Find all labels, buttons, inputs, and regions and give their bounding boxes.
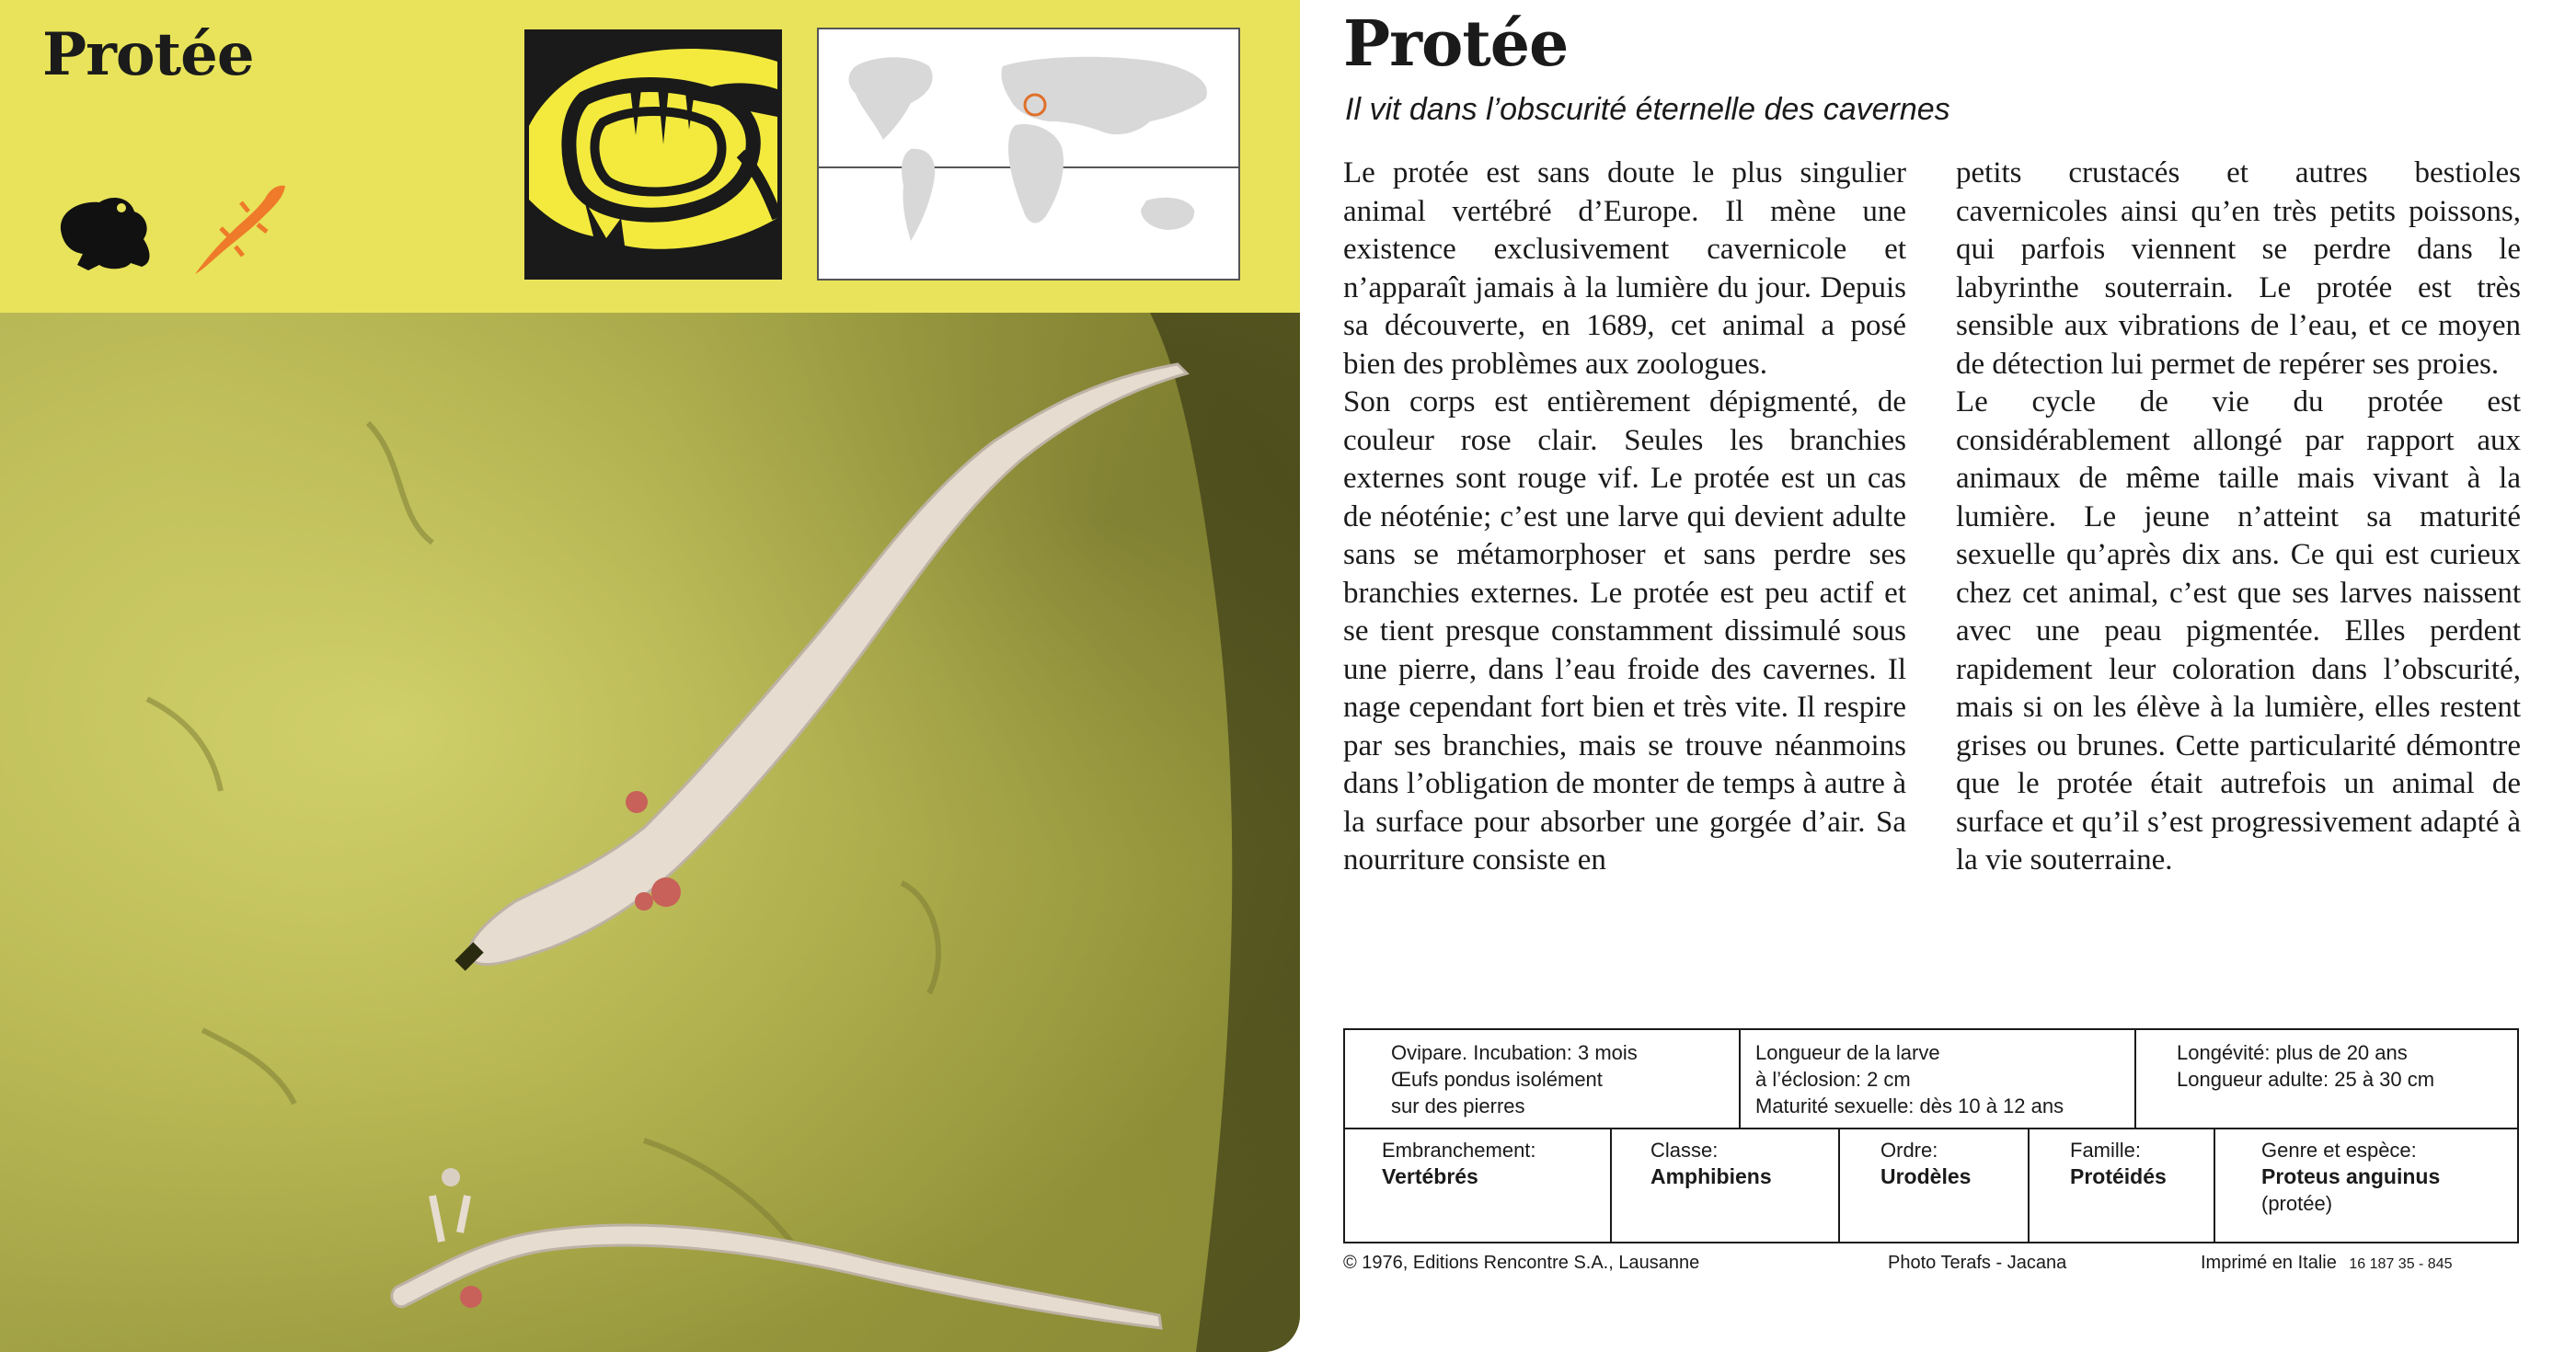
- world-map-icon: [817, 28, 1240, 281]
- reproduction-cell: Ovipare. Incubation: 3 mois Œufs pondus isolément sur des pierres: [1391, 1041, 1638, 1117]
- paragraph: Le cycle de vie du protée est considérablement allongé par rapport aux animaux de même taille mais vivant à la lumière. Le jeune n’atteint sa maturité sexuelle qu’après dix ans. Ce qui est curieux chez cet animal, c’est que ses larves naissent avec une peau pigmentée. Elles perdent rapidement leur coloration dans l’obscurité, mais si on les élève à la lumière, elles restent grises ou brunes. Cette particularité démontre que le protée était autrefois un animal de surface et qu’il s’est progressivement adapté à la vie souterraine.: [1956, 385, 2521, 877]
- copyright-text: © 1976, Editions Rencontre S.A., Lausanne: [1343, 1253, 1700, 1273]
- print-info: [2201, 1253, 2453, 1274]
- larva-cell: Longueur de la larve à l’éclosion: 2 cm Maturité sexuelle: dès 10 à 12 ans: [1739, 1030, 2134, 1128]
- species-cell: Genre et espèce: Proteus anguinus (protée): [2214, 1128, 2517, 1243]
- longevity-cell: Longévité: plus de 20 ans Longueur adulte: 25 à 30 cm: [2134, 1030, 2517, 1128]
- phylum-cell: Embranchement: Vertébrés: [1382, 1139, 1536, 1188]
- class-cell: Classe: Amphibiens: [1610, 1128, 1838, 1243]
- facts-table: [1343, 1028, 2519, 1243]
- paragraph: petits crustacés et autres bestioles cavernicoles ainsi qu’en très petits poissons, qui parfois viennent se perdre dans le labyrinthe souterrain. Le protée est très sensible aux vibrations de l’eau, et ce moyen de détection lui permet de repérer ses proies.: [1956, 156, 2521, 381]
- photo-credit: Photo Terafs - Jacana: [1888, 1253, 2067, 1273]
- facts-row: [1345, 1030, 2517, 1129]
- text-column-1: [1343, 155, 1906, 880]
- paragraph: Le protée est sans doute le plus singulier animal vertébré d’Europe. Il mène une existence exclusivement cavernicole et n’apparaît jamais à la lumière du jour. Depuis sa découverte, en 1689, cet animal a posé bien des problèmes aux zoologues.: [1343, 156, 1906, 381]
- article-subtitle: Il vit dans l’obscurité éternelle des cavernes: [1345, 92, 1950, 127]
- frog-icon: [42, 175, 162, 276]
- text-column-2: [1956, 155, 2521, 880]
- salamander-icon: [184, 175, 294, 285]
- card-code: 16 187 35 - 845: [2349, 1256, 2453, 1272]
- family-cell: Famille: Protéidés: [2028, 1128, 2214, 1243]
- taxonomy-row: [1345, 1128, 2517, 1243]
- cave-habitat-icon: [524, 29, 782, 280]
- card-title: Protée: [42, 20, 254, 89]
- order-cell: Ordre: Urodèles: [1838, 1128, 2028, 1243]
- paragraph: Son corps est entièrement dépigmenté, de couleur rose clair. Seules les branchies externes sont rouge vif. Le protée est un cas de néoténie; c’est une larve qui devient adulte sans se métamorphoser et sans perdre ses branchies externes. Le protée est peu actif et se tient presque constamment dissimulé sous une pierre, dans l’eau froide des cavernes. Il nage cependant fort bien et très vite. Il respire par ses branchies, mais se trouve néanmoins dans l’obligation de monter de temps à autre à la surface pour absorber une gorgée d’air. Sa nourriture consiste en: [1343, 385, 1906, 877]
- olm-photo: [0, 313, 1300, 1352]
- photo-illustration: [0, 313, 1300, 1352]
- printed-label: Imprimé en Italie: [2201, 1253, 2337, 1273]
- article-title: Protée: [1343, 7, 1569, 81]
